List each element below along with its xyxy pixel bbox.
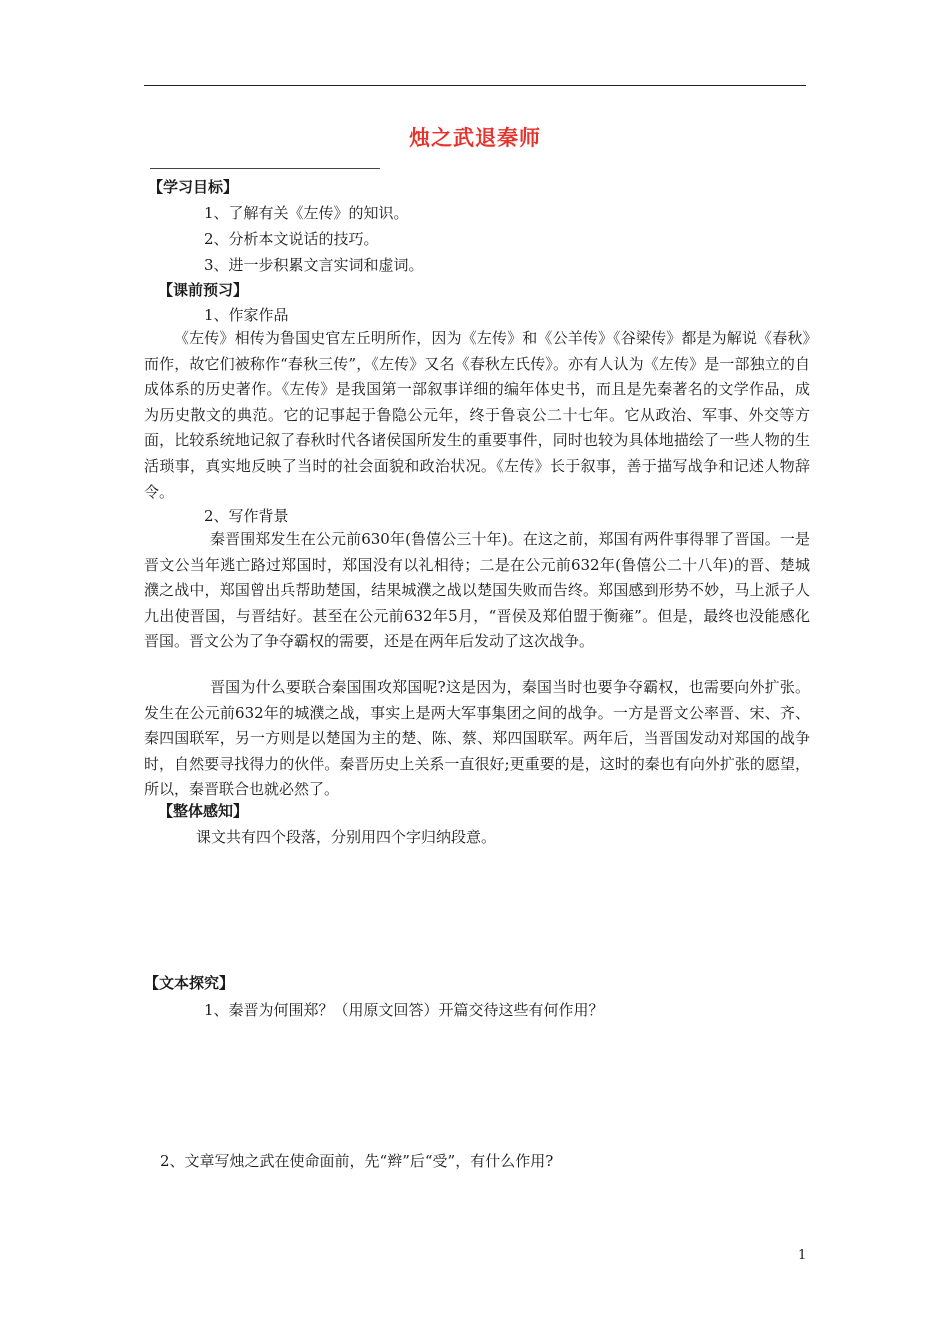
overall-task-text: 课文共有四个段落，分别用四个字归纳段意。 [196, 828, 497, 846]
heading-learning-goals: 【学习目标】 [148, 178, 239, 196]
subheading-author-works: 1、作家作品 [204, 306, 289, 324]
goal-item-2: 2、分析本文说话的技巧。 [204, 230, 379, 248]
goal-item-3: 3、进一步积累文言实词和虚词。 [204, 256, 424, 274]
paragraph-background-text: 秦晋围郑发生在公元前630年(鲁僖公三十年)。在这之前，郑国有两件事得罪了晋国。一是晋文公当年逃亡路过郑国时，郑国没有以礼相待；二是在公元前632年(鲁僖公二十八年)的晋、楚城濮之战中，郑国曾出兵帮助楚国，结果城濮之战以楚国失败而告终。郑国感到形势不妙，马上派子人九出使晋国，与晋结好。甚至在公元前632年5月，“晋侯及郑伯盟于衡雍”。但是，最终也没能感化晋国。晋文公为了争夺霸权的需要，还是在两年后发动了这次战争。 [144, 530, 810, 651]
header-rule [144, 85, 806, 86]
paragraph-zuozhuan [144, 326, 810, 505]
title-underline [150, 168, 380, 169]
page-number: 1 [798, 1248, 807, 1263]
paragraph-alliance [144, 675, 810, 803]
subheading-background: 2、写作背景 [204, 507, 289, 525]
document-title: 烛之武退秦师 [409, 125, 541, 150]
heading-overall: 【整体感知】 [158, 802, 249, 820]
heading-text-exploration: 【文本探究】 [144, 974, 235, 992]
paragraph-alliance-text: 晋国为什么要联合秦国围攻郑国呢?这是因为，秦国当时也要争夺霸权，也需要向外扩张。发生在公元前632年的城濮之战，事实上是两大军事集团之间的战争。一方是晋文公率晋、宋、齐、秦四国联军，另一方则是以楚国为主的楚、陈、蔡、郑四国联军。两年后，当晋国发动对郑国的战争时，自然要寻找得力的伙伴。秦晋历史上关系一直很好;更重要的是，这时的秦也有向外扩张的愿望，所以，秦晋联合也就必然了。 [144, 678, 810, 799]
question-2: 2、文章写烛之武在使命面前，先“辫”后“受”，有什么作用? [160, 1152, 554, 1170]
paragraph-zuozhuan-text: 《左传》相传为鲁国史官左丘明所作，因为《左传》和《公羊传》《谷梁传》都是为解说《春秋》而作，故它们被称作“春秋三传”，《左传》又名《春秋左氏传》。亦有人认为《左传》是一部独立的自成体系的历史著作。《左传》是我国第一部叙事详细的编年体史书，而且是先秦著名的文学作品，成为历史散文的典范。它的记事起于鲁隐公元年，终于鲁哀公二十七年。它从政治、军事、外交等方面，比较系统地记叙了春秋时代各诸侯国所发生的重要事件，同时也较为具体地描绘了一些人物的生活琐事，真实地反映了当时的社会面貌和政治状况。《左传》长于叙事，善于描写战争和记述人物辞令。 [144, 329, 810, 501]
paragraph-background [144, 527, 810, 655]
question-1: 1、秦晋为何围郑？（用原文回答）开篇交待这些有何作用？ [204, 1001, 604, 1019]
heading-preview: 【课前预习】 [158, 281, 249, 299]
goal-item-1: 1、了解有关《左传》的知识。 [204, 204, 409, 222]
